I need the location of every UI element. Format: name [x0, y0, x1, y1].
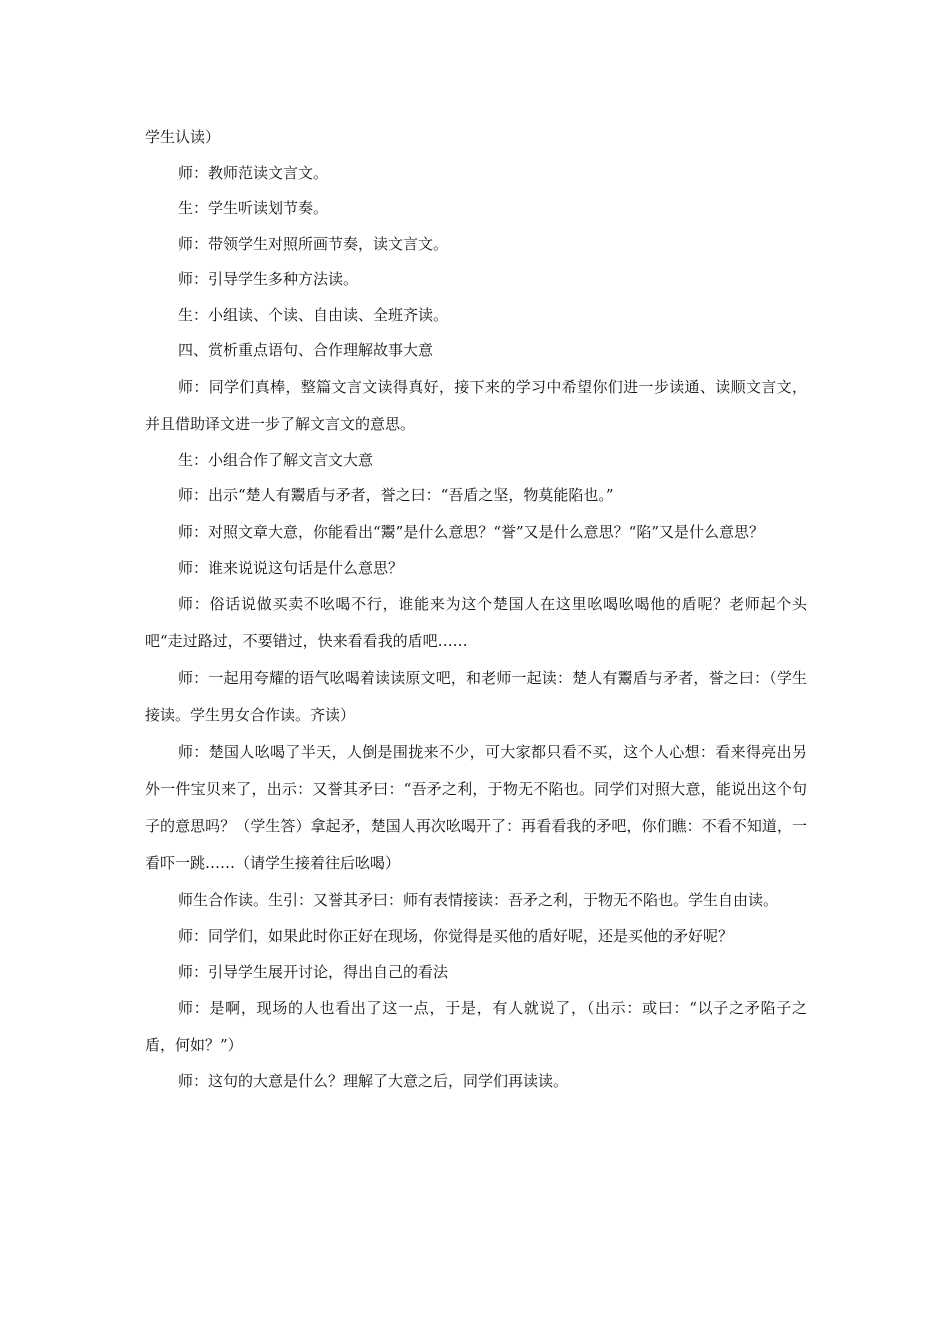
paragraph: 师生合作读。生引：又誉其矛曰：师有表情接读：吾矛之利，于物无不陷也。学生自由读。: [178, 891, 779, 909]
paragraph: 师：引导学生展开讨论，得出自己的看法: [178, 962, 449, 981]
paragraph: 学生认读）: [145, 128, 221, 146]
paragraph: 师：楚国人吆喝了半天，人倒是围拢来不少，可大家都只看不买，这个人心想：看来得亮出另外一件宝贝来了，出示：又誉其矛曰：“吾矛之利，于物无不陷也。同学们对照大意，能说出这个句子的意思吗？（学生答）拿起矛，楚国人再次吆喝开了：再看看我的矛吧，你们瞧：不看不知道，一看吓一跳……（请学生接着往后吆喝）: [145, 743, 807, 872]
paragraph: 师：出示“楚人有鬻盾与矛者，誉之曰：“吾盾之坚，物莫能陷也。”: [178, 486, 614, 504]
document-body: [145, 120, 807, 1100]
paragraph: 师：同学们真棒，整篇文言文读得真好，接下来的学习中希望你们进一步读通、读顺文言文，并且借助译文进一步了解文言文的意思。: [145, 377, 807, 433]
paragraph: 师：一起用夸耀的语气吆喝着读读原文吧，和老师一起读：楚人有鬻盾与矛者，誉之曰：（学生接读。学生男女合作读。齐读）: [145, 669, 807, 724]
section-heading: 四、赏析重点语句、合作理解故事大意: [178, 341, 434, 359]
paragraph: 师：同学们，如果此时你正好在现场，你觉得是买他的盾好呢，还是买他的矛好呢？: [178, 927, 734, 945]
paragraph: 师：这句的大意是什么？理解了大意之后，同学们再读读。: [178, 1072, 569, 1090]
paragraph: 生：小组合作了解文言文大意: [178, 450, 374, 469]
paragraph: 生：小组读、个读、自由读、全班齐读。: [178, 305, 449, 324]
paragraph: 师：谁来说说这句话是什么意思？: [178, 558, 404, 577]
paragraph: 师：是啊，现场的人也看出了这一点，于是，有人就说了，（出示：或曰：“以子之矛陷子之盾，何如？”）: [145, 999, 807, 1054]
paragraph: 师：带领学生对照所画节奏，读文言文。: [178, 234, 449, 253]
paragraph: 师：对照文章大意，你能看出“鬻”是什么意思？“誉”又是什么意思？“陷”又是什么意思？: [178, 522, 765, 541]
paragraph: 师：教师范读文言文。: [178, 163, 329, 182]
paragraph: 师：俗话说做买卖不吆喝不行，谁能来为这个楚国人在这里吆喝吆喝他的盾呢？老师起个头吧“走过路过，不要错过，快来看看我的盾吧……: [145, 595, 807, 650]
paragraph: 师：引导学生多种方法读。: [178, 270, 359, 288]
paragraph: 生：学生听读划节奏。: [178, 199, 329, 217]
